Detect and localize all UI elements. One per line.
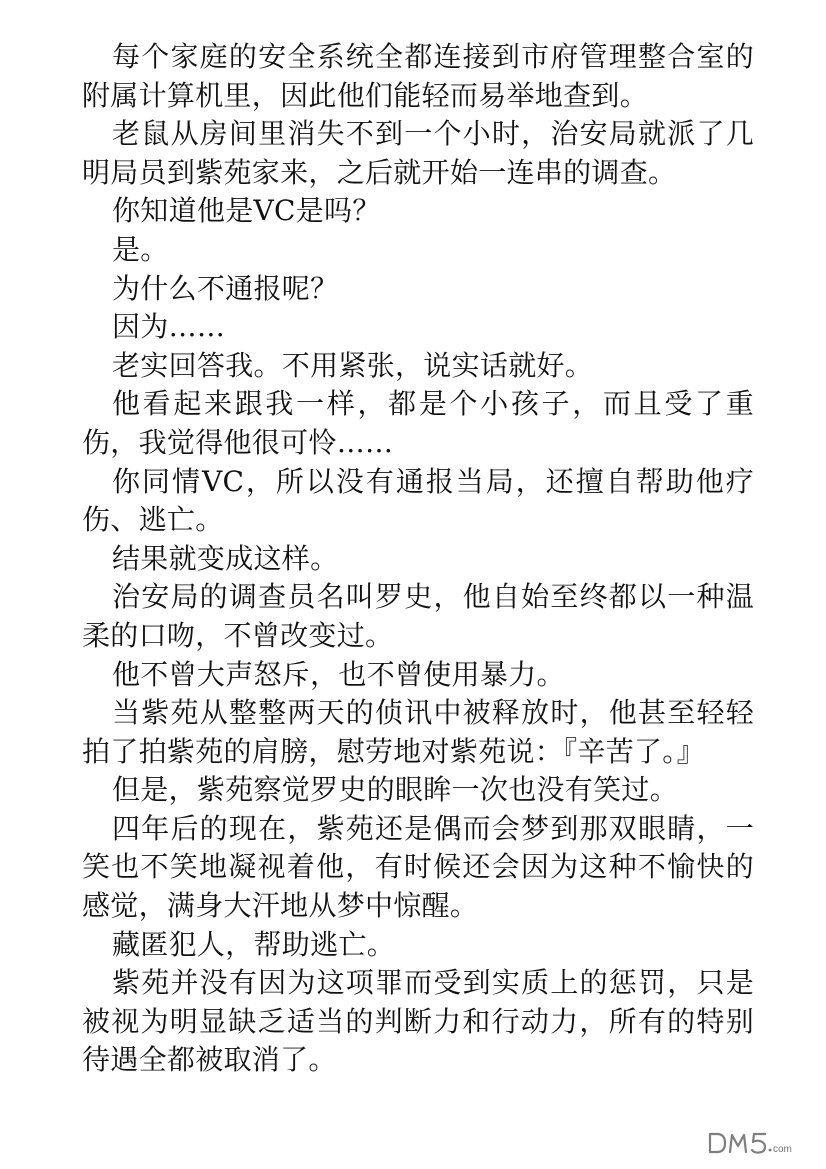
paragraph: 为什么不通报呢？ (112, 271, 339, 305)
dm5-watermark-logo (704, 1127, 814, 1161)
svg-text:com: com (773, 1144, 792, 1155)
paragraph: 四年后的现在，紫苑还是偶而会梦到那双眼睛，一笑也不笑地凝视着他，有时候还会因为这种不愉快的感觉，满身大汗地从梦中惊醒。 (82, 811, 754, 923)
paragraph: 老鼠从房间里消失不到一个小时，治安局就派了几明局员到紫苑家来，之后就开始一连串的调查。 (82, 117, 754, 189)
paragraph: 藏匿犯人，帮助逃亡。 (112, 927, 396, 961)
body-text (82, 38, 754, 1080)
paragraph: 他看起来跟我一样，都是个小孩子，而且受了重伤，我觉得他很可怜…… (82, 387, 754, 459)
paragraph: 当紫苑从整整两天的侦讯中被释放时，他甚至轻轻拍了拍紫苑的肩膀，慰劳地对紫苑说：『辛苦了。』 (82, 696, 754, 768)
paragraph: 你同情VC，所以没有通报当局，还擅自帮助他疗伤、逃亡。 (82, 464, 754, 537)
paragraph: 治安局的调查员名叫罗史，他自始至终都以一种温柔的口吻，不曾改变过。 (82, 580, 754, 652)
paragraph: 老实回答我。不用紧张，说实话就好。 (112, 348, 594, 382)
paragraph: 但是，紫苑察觉罗史的眼眸一次也没有笑过。 (112, 773, 679, 807)
paragraph: 他不曾大声怒斥，也不曾使用暴力。 (112, 657, 565, 691)
paragraph: 紫苑并没有因为这项罪而受到实质上的惩罚，只是被视为明显缺乏适当的判断力和行动力，所有的特别待遇全都被取消了。 (82, 966, 754, 1077)
paragraph: 每个家庭的安全系统全都连接到市府管理整合室的附属计算机里，因此他们能轻而易举地查到。 (82, 40, 754, 112)
paragraph: 因为…… (112, 310, 226, 344)
paragraph: 你知道他是VC是吗？ (112, 194, 381, 228)
paragraph: 结果就变成这样。 (112, 541, 339, 575)
paragraph: 是。 (112, 232, 169, 266)
